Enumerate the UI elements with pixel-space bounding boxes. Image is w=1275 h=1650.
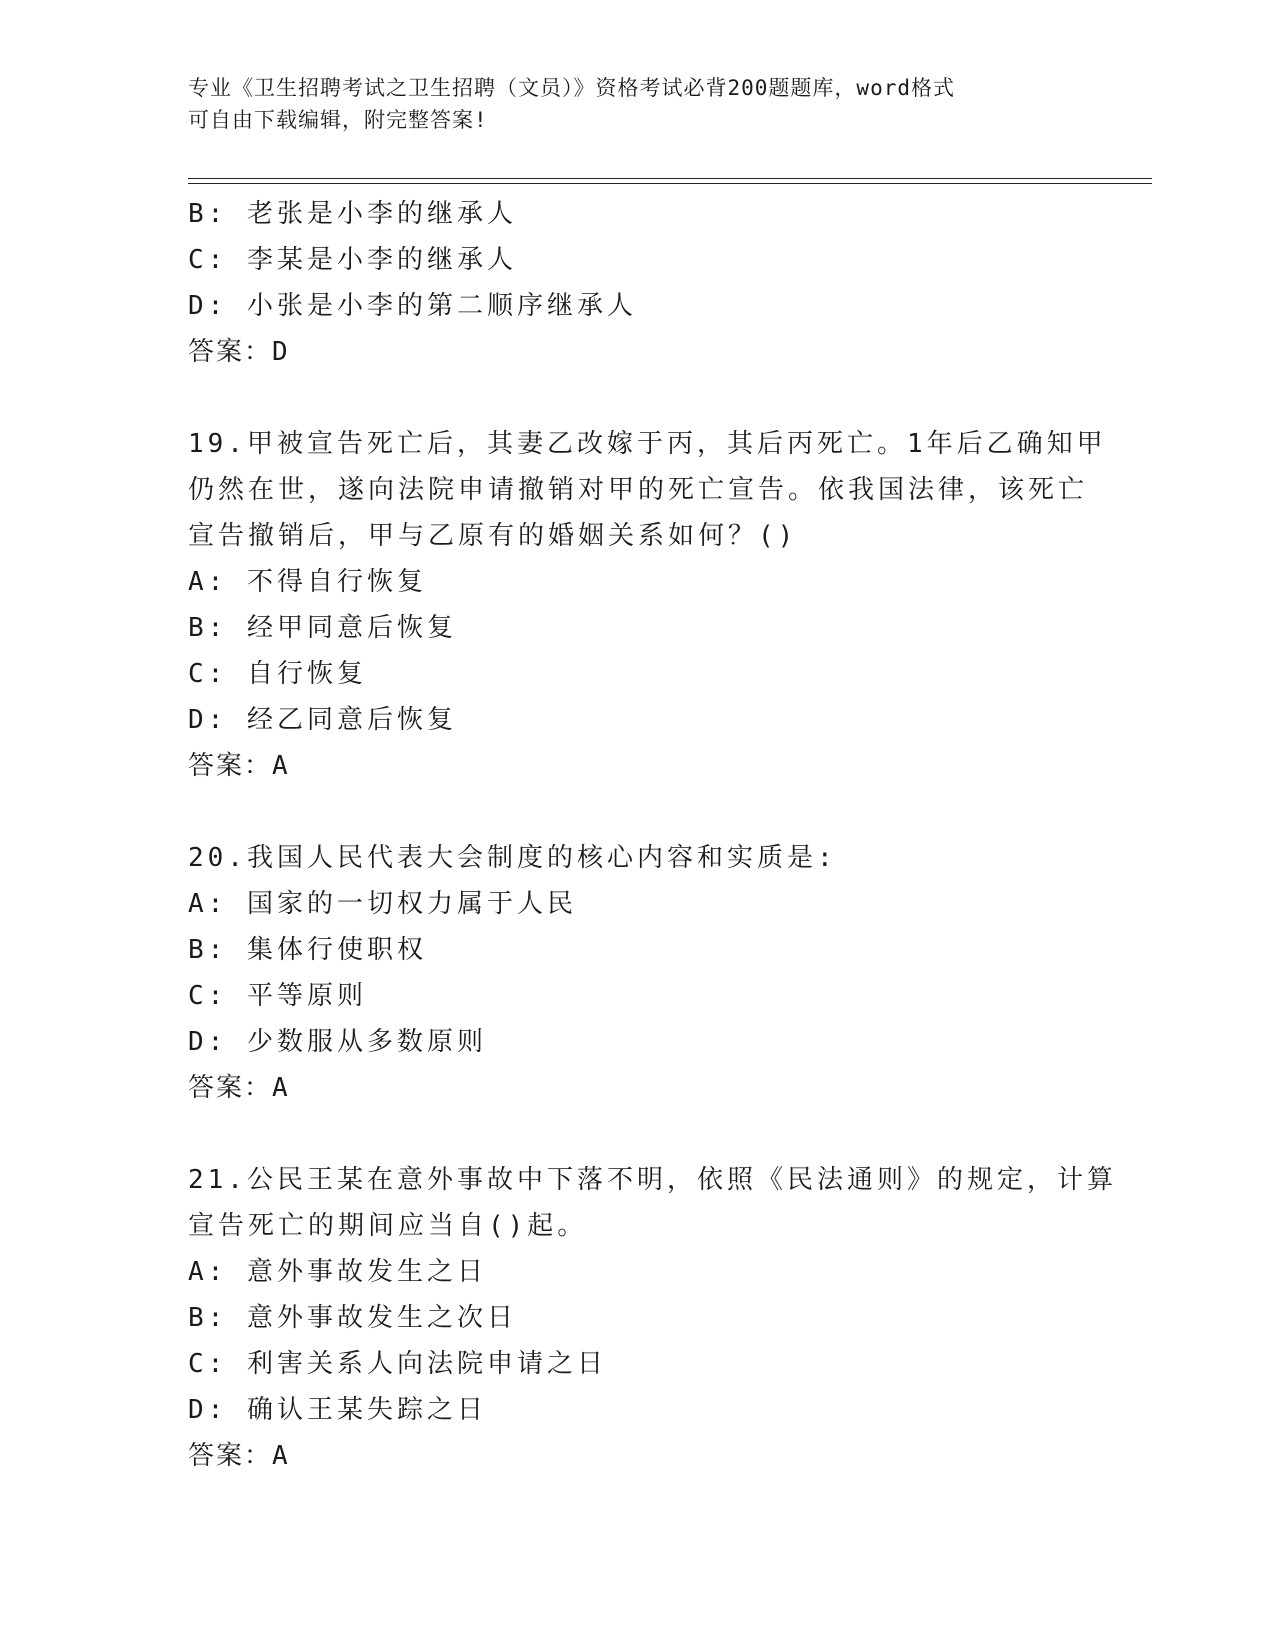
question-19 [188, 421, 1107, 789]
question-text-line: 21.公民王某在意外事故中下落不明，依照《民法通则》的规定，计算 [188, 1165, 1117, 1195]
option-b: B: 集体行使职权 [188, 935, 427, 965]
question-text-line: 19.甲被宣告死亡后，其妻乙改嫁于丙，其后丙死亡。1年后乙确知甲 [188, 429, 1107, 459]
option-b: B: 老张是小李的继承人 [188, 199, 517, 229]
answer-line: 答案：A [188, 1073, 290, 1103]
option-b: B: 经甲同意后恢复 [188, 613, 457, 643]
option-a: A: 不得自行恢复 [188, 567, 427, 597]
header-line-2: 可自由下载编辑，附完整答案! [188, 108, 488, 132]
option-d: D: 少数服从多数原则 [188, 1027, 487, 1057]
option-d: D: 经乙同意后恢复 [188, 705, 457, 735]
question-text-line: 仍然在世，遂向法院申请撤销对甲的死亡宣告。依我国法律，该死亡 [188, 475, 1089, 505]
question-text-line: 20.我国人民代表大会制度的核心内容和实质是: [188, 843, 837, 873]
page-header [188, 72, 1068, 136]
option-a: A: 意外事故发生之日 [188, 1257, 487, 1287]
option-d: D: 小张是小李的第二顺序继承人 [188, 291, 637, 321]
answer-line: 答案：D [188, 337, 290, 367]
answer-line: 答案：A [188, 751, 290, 781]
question-text-line: 宣告撤销后，甲与乙原有的婚姻关系如何？() [188, 521, 798, 551]
option-c: C: 自行恢复 [188, 659, 367, 689]
header-line-1: 专业《卫生招聘考试之卫生招聘（文员）》资格考试必背200题题库，word格式 [188, 76, 955, 100]
answer-line: 答案：A [188, 1441, 290, 1471]
option-a: A: 国家的一切权力属于人民 [188, 889, 577, 919]
header-divider-bottom [188, 183, 1152, 184]
option-c: C: 利害关系人向法院申请之日 [188, 1349, 607, 1379]
option-c: C: 李某是小李的继承人 [188, 245, 517, 275]
option-b: B: 意外事故发生之次日 [188, 1303, 517, 1333]
header-divider-top [188, 178, 1152, 179]
question-18-continuation [188, 191, 1088, 375]
question-text-line: 宣告死亡的期间应当自()起。 [188, 1211, 588, 1241]
question-21 [188, 1157, 1117, 1479]
option-d: D: 确认王某失踪之日 [188, 1395, 487, 1425]
question-content [188, 191, 1117, 1479]
option-c: C: 平等原则 [188, 981, 367, 1011]
question-20 [188, 835, 1088, 1111]
